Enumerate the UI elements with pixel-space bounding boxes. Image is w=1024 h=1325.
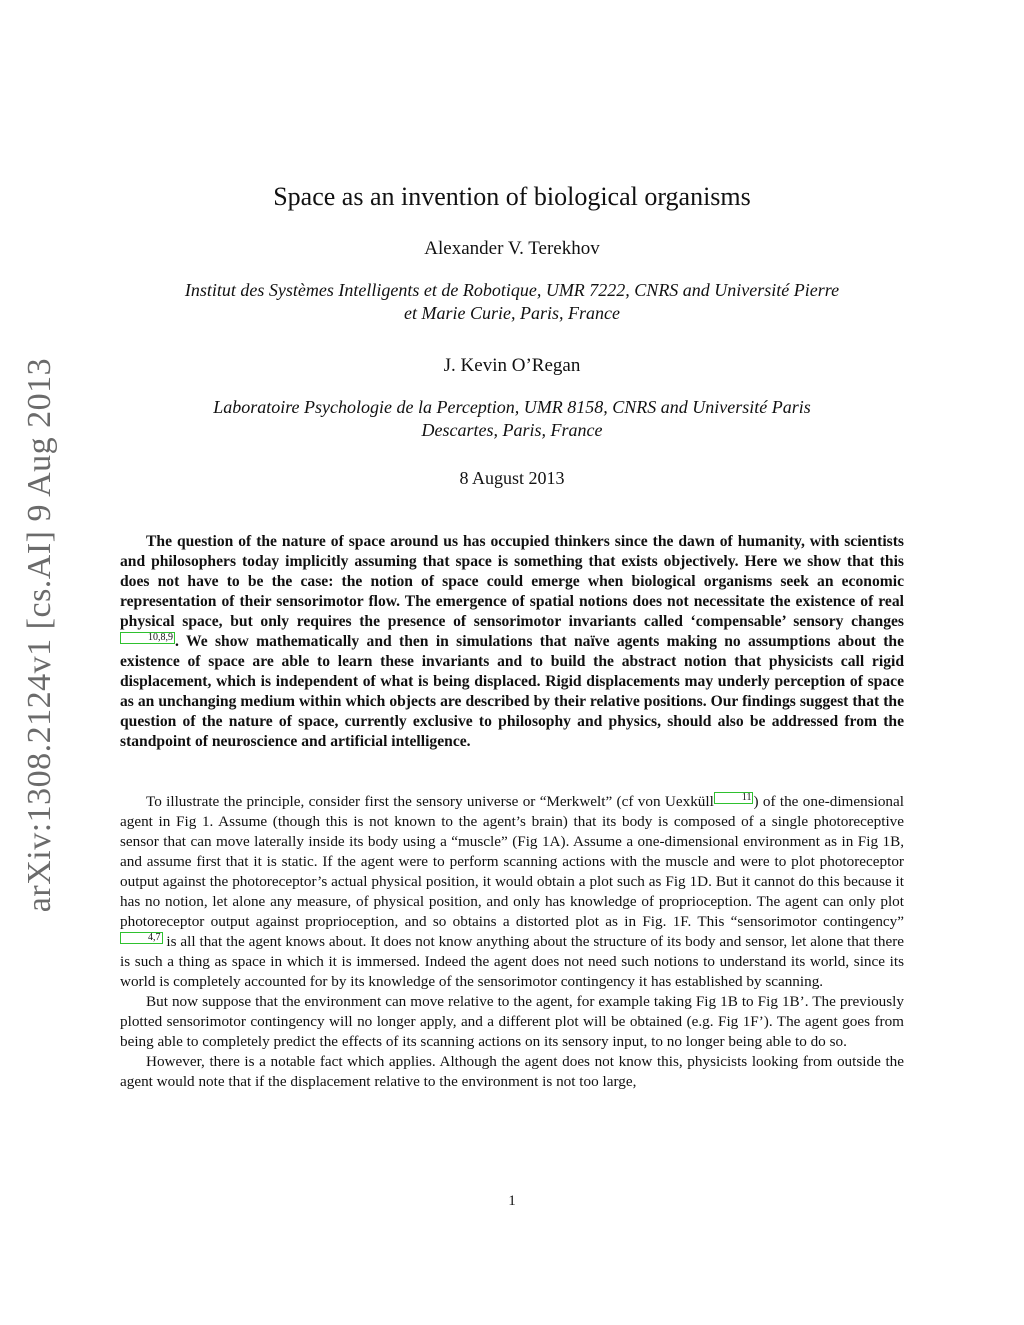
citation-link[interactable]: 11	[714, 792, 754, 804]
arxiv-identifier[interactable]: arXiv:1308.2124v1 [cs.AI] 9 Aug 2013	[21, 357, 58, 913]
publication-date: 8 August 2013	[459, 468, 565, 488]
body-paragraph-3: However, there is a notable fact which applies. Although the agent does not know this, physicists looking from outside the agent would note that if the displacement relative to the environment is not too large,	[120, 1053, 904, 1090]
paper-title: Space as an invention of biological organisms	[273, 182, 751, 211]
author-1-affiliation-line-2: et Marie Curie, Paris, France	[404, 303, 620, 323]
page-number: 1	[508, 1193, 516, 1209]
author-1-name: Alexander V. Terekhov	[424, 238, 600, 259]
abstract-text-part-2: . We show mathematically and then in simulations that naïve agents making no assumptions about the existence of space are able to learn these invariants and to build the abstract notion that physicists call rigid displacement, which is independent of what is being displaced. Rigid displacements may underly perception of space as an unchanging medium within which objects are described by their relative positions. Our findings suggest that the question of the nature of space, currently exclusive to philosophy and physics, should also be addressed from the standpoint of neuroscience and artificial intelligence.	[120, 633, 904, 750]
author-2-affiliation-line-1: Laboratoire Psychologie de la Perception, UMR 8158, CNRS and Université Paris	[213, 397, 811, 417]
author-2-affiliation-line-2: Descartes, Paris, France	[421, 420, 603, 440]
paragraph-1-text-b: ) of the one-dimensional agent in Fig 1. Assume (though this is not known to the agent’s brain) that its body is composed of a single photoreceptive sensor that can move laterally inside its body using a “muscle” (Fig 1A). Assume a one-dimensional environment as in Fig 1B, and assume first that it is static. If the agent were to perform scanning actions with the muscle and were to plot photoreceptor output against the photoreceptor’s actual physical position, it would obtain a plot such as Fig 1D. But it cannot do this because it has no notion, let alone any measure, of physical position, and only has knowledge of proprioception. The agent can only plot photoreceptor output against proprioception, and so obtains a distorted plot as in Fig. 1F. This “sensorimotor contingency”	[120, 793, 904, 930]
paragraph-1-text-a: To illustrate the principle, consider first the sensory universe or “Merkwelt” (cf von Uexküll	[146, 793, 714, 810]
author-1-affiliation-line-1: Institut des Systèmes Intelligents et de Robotique, UMR 7222, CNRS and Université Pierre	[184, 280, 840, 300]
body-paragraph-1	[120, 792, 904, 992]
paragraph-1-text-c: is all that the agent knows about. It does not know anything about the structure of its body and sensor, let alone that there is such a thing as space in which it is immersed. Indeed the agent does not need such notions to understand its world, since its world is completely accounted for by its knowledge of the sensorimotor contingency it has established by scanning.	[120, 933, 904, 990]
body-text	[120, 792, 904, 1092]
abstract-text-part-1: The question of the nature of space around us has occupied thinkers since the dawn of humanity, with scientists and philosophers today implicitly assuming that space is something that exists objectively. Here we show that this does not have to be the case: the notion of space could emerge when biological organisms seek an economic representation of their sensorimotor flow. The emergence of spatial notions does not necessitate the existence of real physical space, but only requires the presence of sensorimotor invariants called ‘compensable’ sensory changes	[120, 533, 904, 630]
citation-link[interactable]: 10,8,9	[120, 632, 175, 644]
abstract	[120, 532, 904, 752]
arxiv-side-stamp	[20, 357, 60, 913]
citation-link[interactable]: 4,7	[120, 932, 163, 944]
body-paragraph-2: But now suppose that the environment can move relative to the agent, for example taking Fig 1B to Fig 1B’. The previously plotted sensorimotor contingency will no longer apply, and a different plot will be obtained (e.g. Fig 1F’). The agent goes from being able to completely predict the effects of its scanning actions on its sensory input, to no longer being able to do so.	[120, 993, 904, 1050]
author-2-name: J. Kevin O’Regan	[443, 355, 581, 376]
